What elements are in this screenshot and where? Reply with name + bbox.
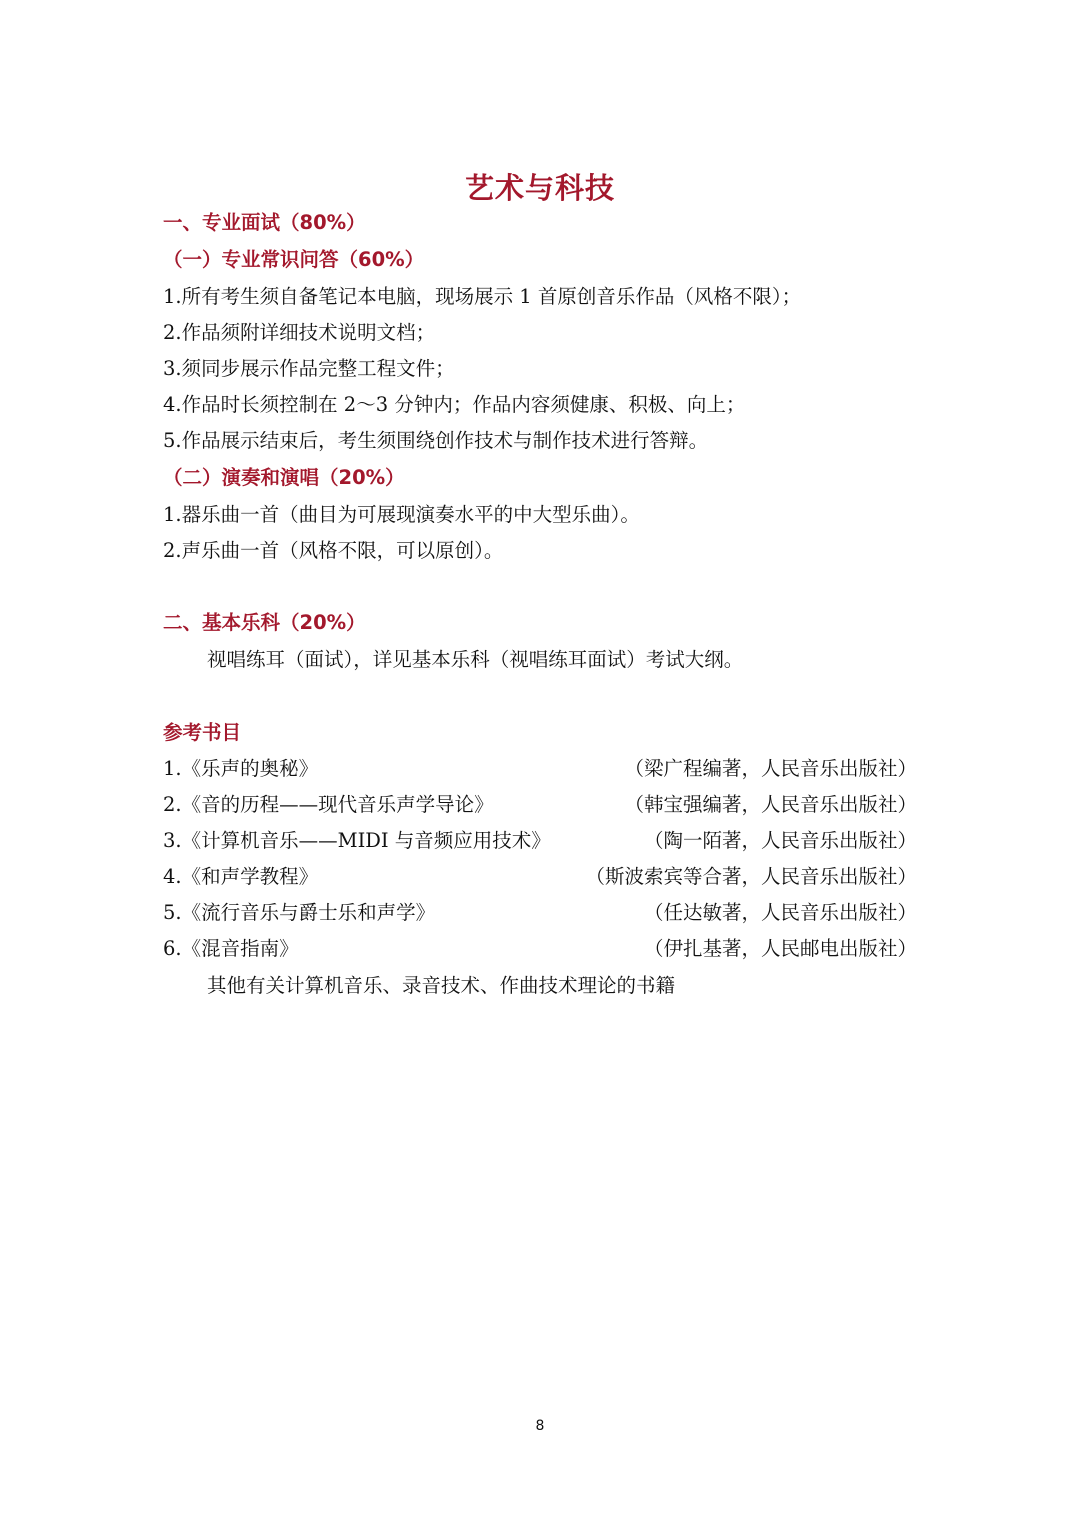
references-other: 其他有关计算机音乐、录音技术、作曲技术理论的书籍 bbox=[207, 974, 676, 997]
book-title: 6.《混音指南》 bbox=[163, 937, 299, 960]
book-publisher: （任达敏著，人民音乐出版社） bbox=[643, 901, 917, 924]
book-publisher: （陶一陌著，人民音乐出版社） bbox=[643, 829, 917, 852]
list-item: 2.作品须附详细技术说明文档； bbox=[163, 321, 436, 344]
list-item: 2.声乐曲一首（风格不限，可以原创）。 bbox=[163, 539, 504, 562]
section-1-heading: 一、专业面试（80%） bbox=[163, 211, 366, 234]
book-title: 4.《和声学教程》 bbox=[163, 865, 319, 888]
list-item: 5.作品展示结束后，考生须围绕创作技术与制作技术进行答辩。 bbox=[163, 429, 709, 452]
book-publisher: （梁广程编著，人民音乐出版社） bbox=[624, 757, 917, 780]
references-heading: 参考书目 bbox=[163, 721, 242, 744]
list-item: 1.器乐曲一首（曲目为可展现演奏水平的中大型乐曲）。 bbox=[163, 503, 640, 526]
book-title: 3.《计算机音乐——MIDI 与音频应用技术》 bbox=[163, 829, 551, 852]
book-title: 1.《乐声的奥秘》 bbox=[163, 757, 319, 780]
subsection-2-heading: （二）演奏和演唱（20%） bbox=[163, 466, 405, 489]
book-publisher: （斯波索宾等合著，人民音乐出版社） bbox=[585, 865, 917, 888]
book-publisher: （伊扎基著，人民邮电出版社） bbox=[643, 937, 917, 960]
book-title: 2.《音的历程——现代音乐声学导论》 bbox=[163, 793, 494, 816]
subsection-1-heading: （一）专业常识问答（60%） bbox=[163, 248, 425, 271]
page-number: 8 bbox=[535, 1418, 545, 1434]
list-item: 4.作品时长须控制在 2～3 分钟内；作品内容须健康、积极、向上； bbox=[163, 393, 746, 416]
book-title: 5.《流行音乐与爵士乐和声学》 bbox=[163, 901, 436, 924]
section-2-text: 视唱练耳（面试），详见基本乐科（视唱练耳面试）考试大纲。 bbox=[207, 648, 744, 671]
list-item: 1.所有考生须自备笔记本电脑，现场展示 1 首原创音乐作品（风格不限）； bbox=[163, 285, 802, 308]
book-publisher: （韩宝强编著，人民音乐出版社） bbox=[624, 793, 917, 816]
page-title: 艺术与科技 bbox=[464, 171, 615, 205]
section-2-heading: 二、基本乐科（20%） bbox=[163, 611, 366, 634]
list-item: 3.须同步展示作品完整工程文件； bbox=[163, 357, 455, 380]
